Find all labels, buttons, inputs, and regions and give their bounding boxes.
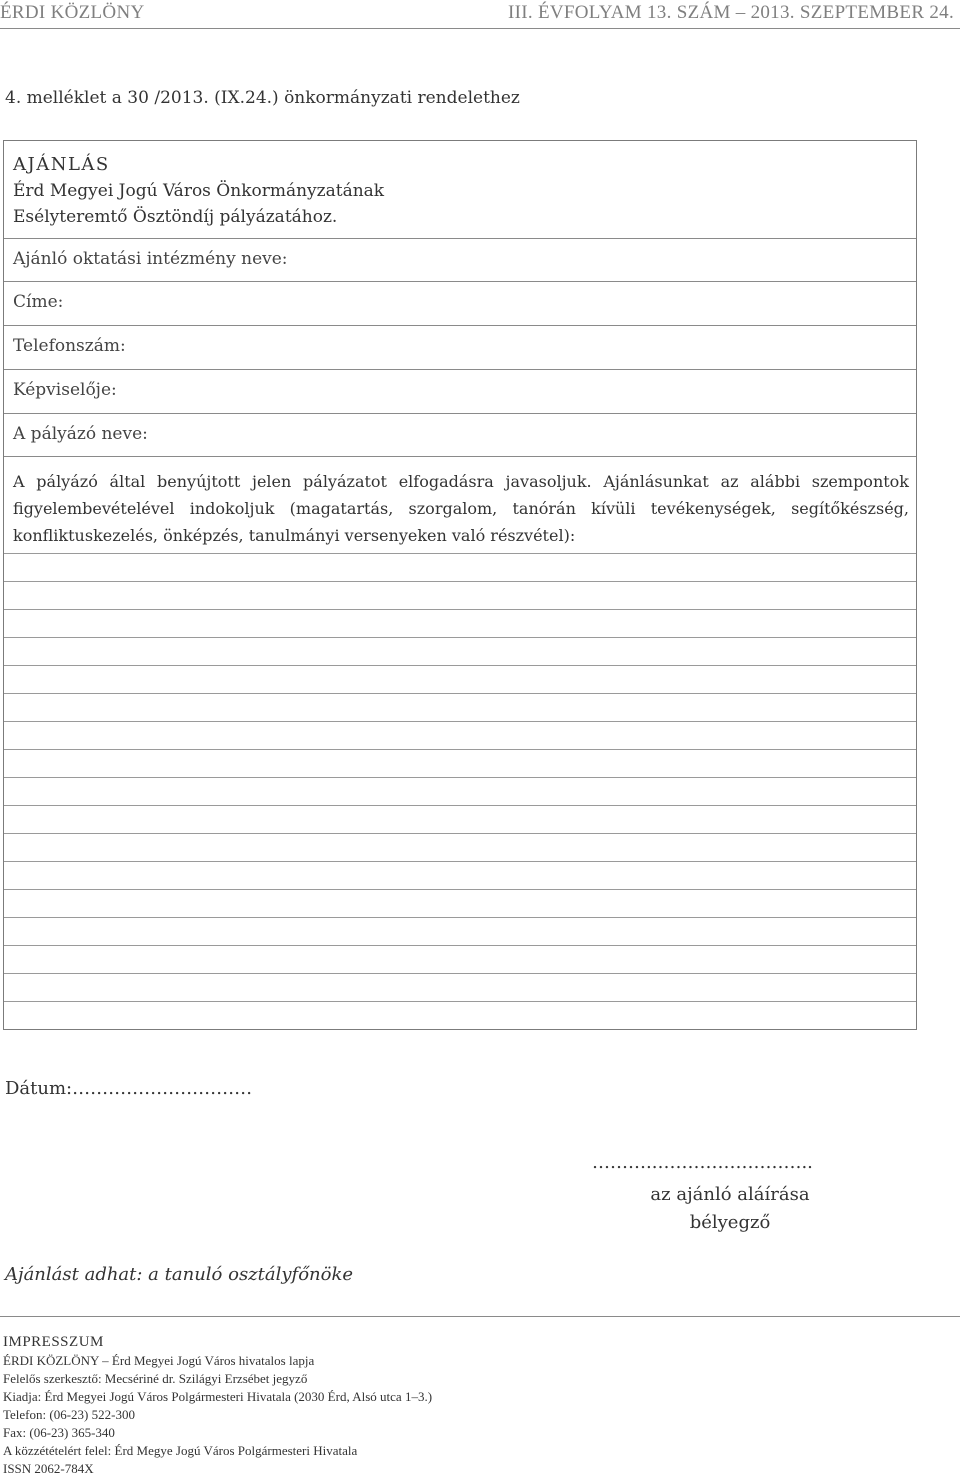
date-field[interactable]: Dátum:………………………… — [5, 1078, 253, 1099]
writing-line — [4, 637, 916, 638]
impresszum-line: ISSN 2062-784X — [3, 1461, 94, 1476]
writing-line — [4, 665, 916, 666]
field-label: Ajánló oktatási intézmény neve: — [13, 249, 288, 269]
writing-line — [4, 693, 916, 694]
writing-line — [4, 917, 916, 918]
impresszum-divider — [0, 1316, 960, 1317]
impresszum-line: Telefon: (06-23) 522-300 — [3, 1407, 135, 1422]
page-header — [0, 0, 960, 29]
field-label: A pályázó neve: — [13, 424, 148, 444]
writing-line — [4, 805, 916, 806]
form-subtitle-1: Érd Megyei Jogú Város Önkormányzatának — [13, 181, 385, 201]
writing-line — [4, 945, 916, 946]
annex-reference: 4. melléklet a 30 /2013. (IX.24.) önkormányzati rendelethez — [5, 88, 520, 108]
issue-info: III. ÉVFOLYAM 13. SZÁM – 2013. SZEPTEMBER 24. — [508, 2, 954, 23]
impresszum — [3, 1332, 432, 1478]
recommendation-paragraph: A pályázó által benyújtott jelen pályázatot elfogadásra javasoljuk. Ajánlásunkat az alábbi szempontok figyelembevételével indokoljuk (magatartás, szorgalom, tanórán kívüli tevékenységek, segítőkészség, konfliktuskezelés, önképzés, tanulmányi versenyeken való részvétel): — [13, 472, 909, 545]
divider — [4, 456, 916, 458]
impresszum-line: Kiadja: Érd Megyei Jogú Város Polgármesteri Hivatala (2030 Érd, Alsó utca 1–3.) — [3, 1389, 433, 1404]
field-institution-name[interactable] — [4, 238, 916, 282]
impresszum-line: ÉRDI KÖZLÖNY – Érd Megyei Jogú Város hivatalos lapja — [3, 1353, 315, 1368]
writing-line — [4, 553, 916, 554]
impresszum-line: Fax: (06-23) 365-340 — [3, 1425, 115, 1440]
field-phone[interactable] — [4, 325, 916, 369]
writing-line — [4, 833, 916, 834]
writing-line — [4, 777, 916, 778]
form-title: AJÁNLÁS — [13, 154, 110, 175]
writing-line — [4, 973, 916, 974]
stamp-label: bélyegző — [689, 1212, 771, 1233]
writing-line — [4, 609, 916, 610]
writing-line — [4, 889, 916, 890]
signature-line[interactable]: ………..…………………….. — [592, 1152, 813, 1173]
publication-name: ÉRDI KÖZLÖNY — [0, 2, 145, 23]
writing-line — [4, 721, 916, 722]
writing-line — [4, 749, 916, 750]
field-applicant-name[interactable] — [4, 413, 916, 457]
writing-line — [4, 1001, 916, 1002]
field-address[interactable] — [4, 281, 916, 325]
recommendation-form — [3, 140, 917, 1030]
recommender-note: Ajánlást adhat: a tanuló osztályfőnöke — [5, 1264, 354, 1285]
form-title-block — [13, 152, 384, 230]
impresszum-line: Felelős szerkesztő: Mecsériné dr. Szilágyi Erzsébet jegyző — [3, 1371, 308, 1386]
field-label: Képviselője: — [13, 380, 117, 400]
field-representative[interactable] — [4, 369, 916, 413]
impresszum-line: A közzétételért felel: Érd Megye Jogú Város Polgármesteri Hivatala — [3, 1443, 358, 1458]
field-label: Címe: — [13, 292, 64, 312]
impresszum-heading: IMPRESSZUM — [3, 1334, 104, 1350]
field-label: Telefonszám: — [13, 336, 126, 356]
form-subtitle-2: Esélyteremtő Ösztöndíj pályázatához. — [13, 207, 338, 227]
signature-label: az ajánló aláírása — [650, 1184, 810, 1205]
writing-line — [4, 581, 916, 582]
writing-line — [4, 861, 916, 862]
